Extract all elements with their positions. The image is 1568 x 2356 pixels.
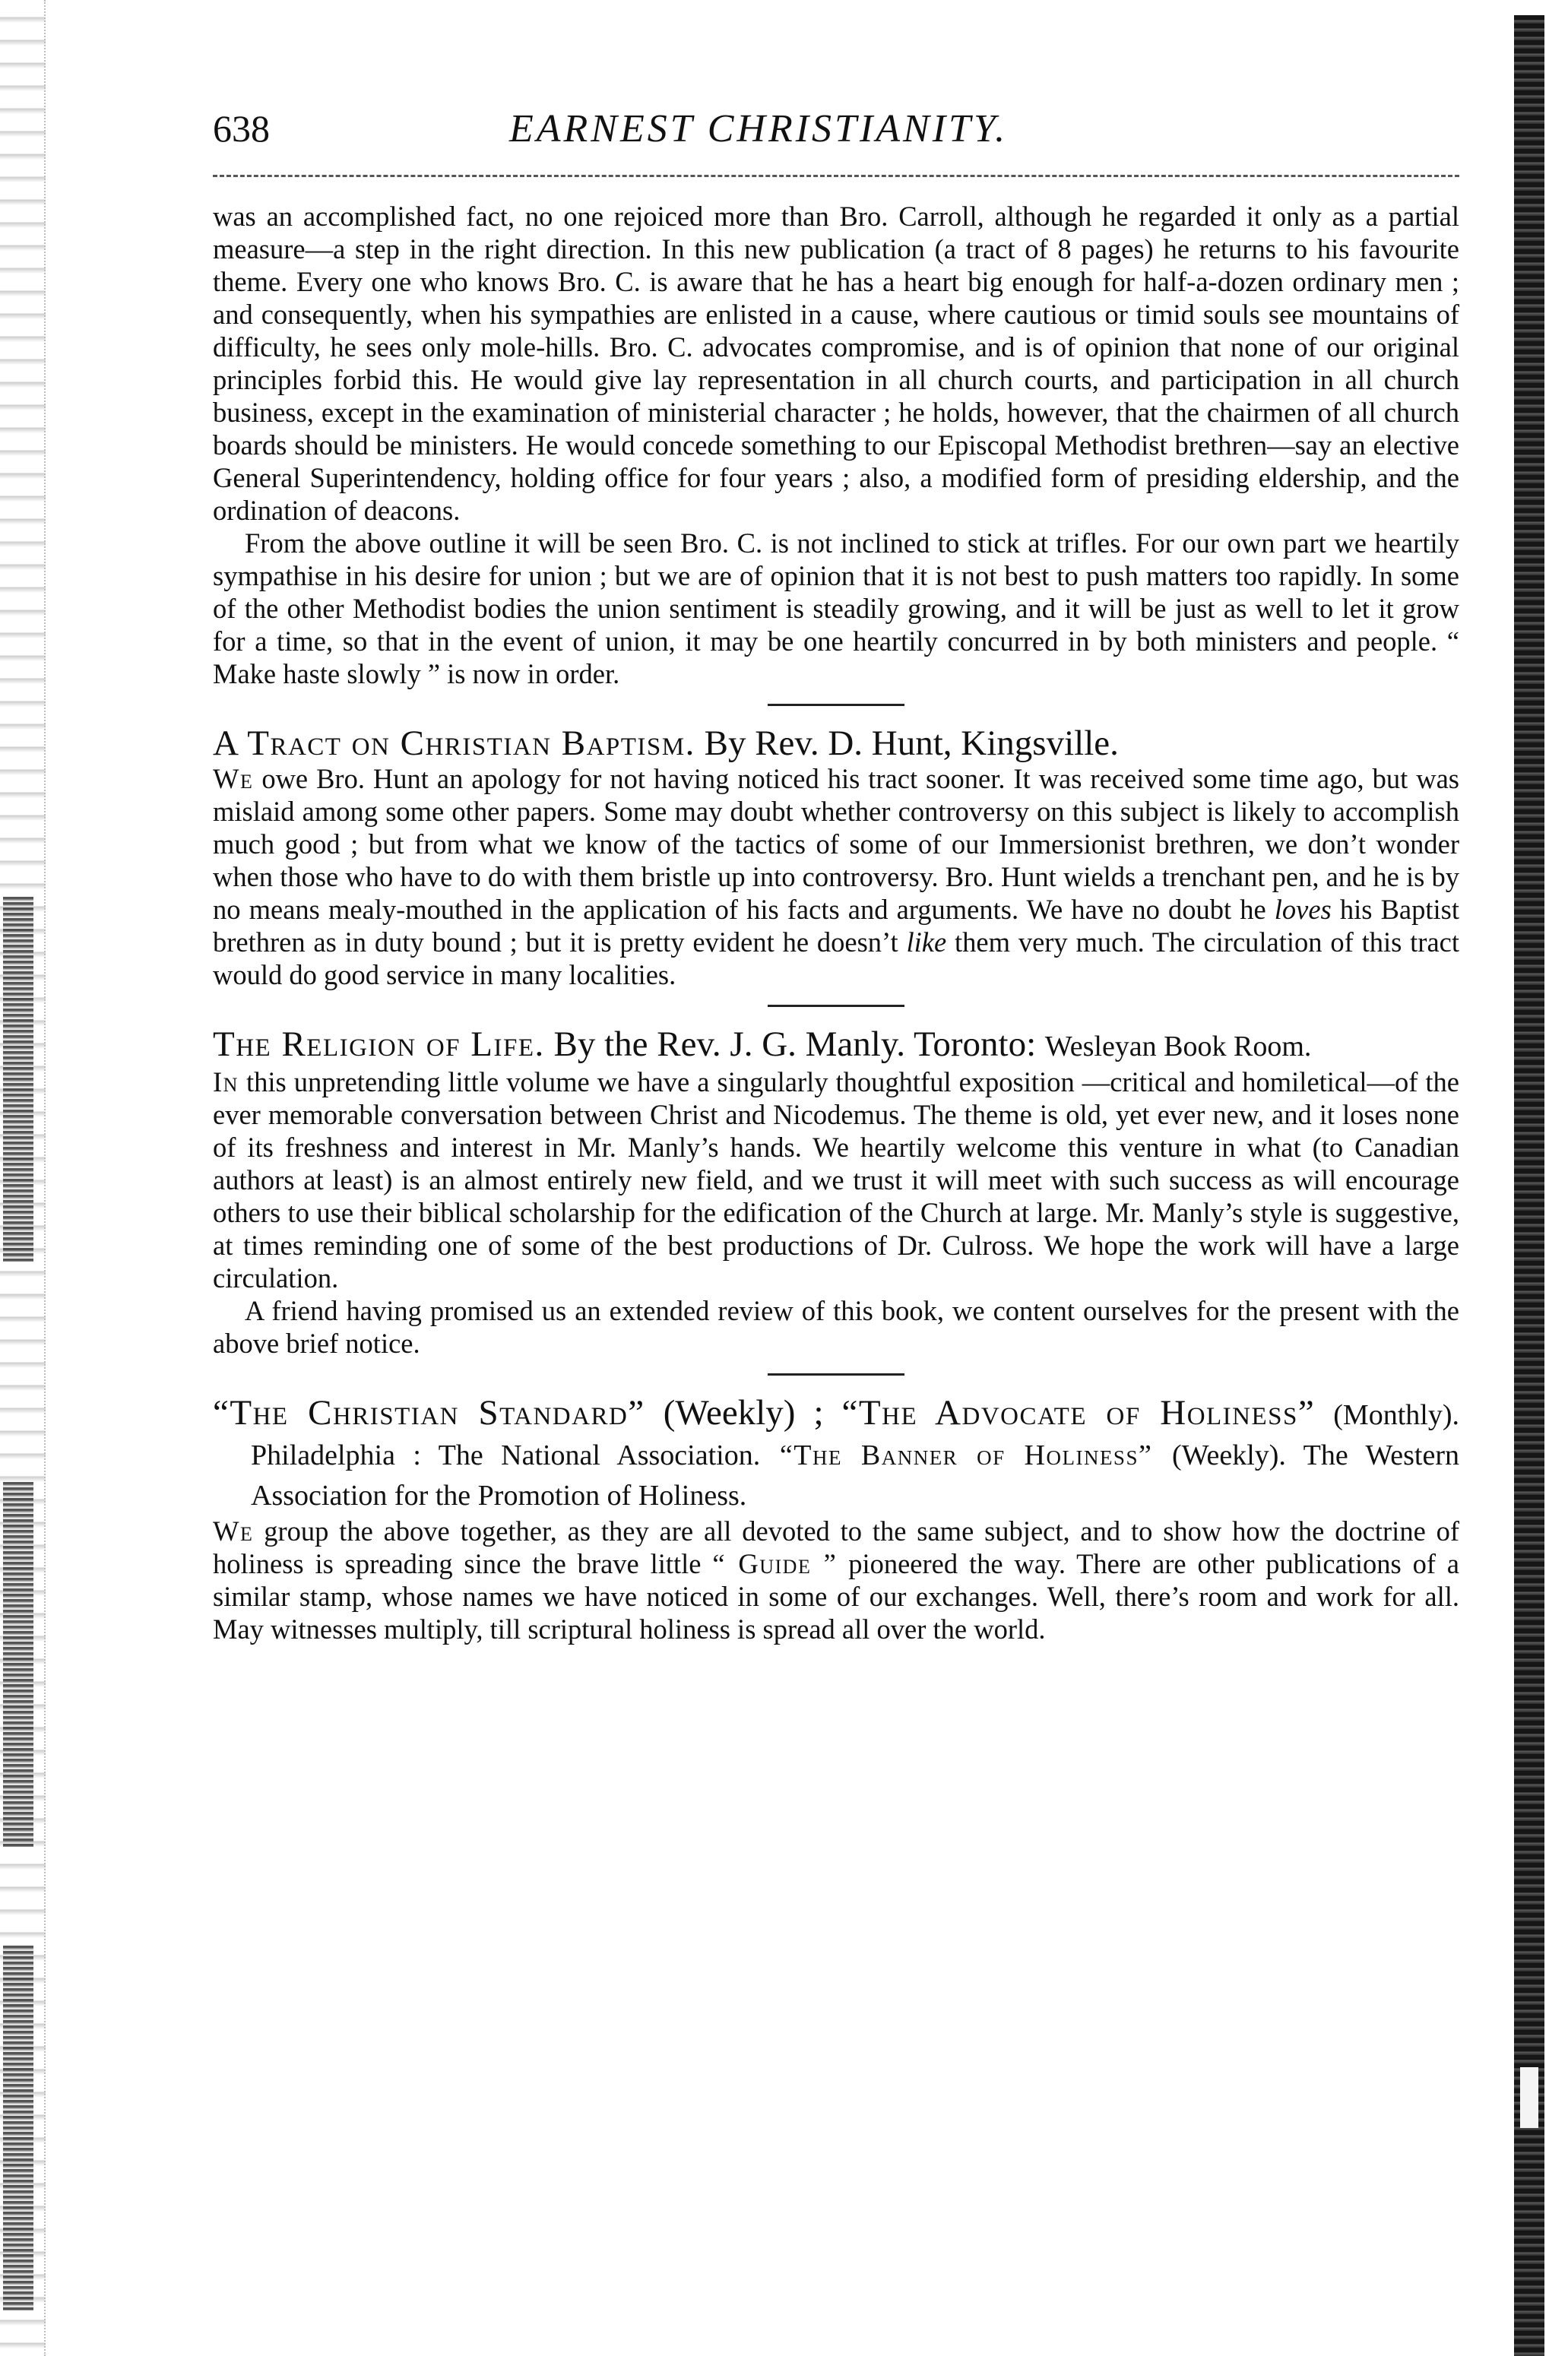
book-page bbox=[213, 106, 1459, 1645]
running-header bbox=[213, 106, 1459, 177]
scan-artifact bbox=[3, 1946, 33, 2310]
section-divider bbox=[768, 704, 904, 706]
review-title: The Religion of Life. bbox=[213, 1024, 545, 1064]
scanned-left-margin bbox=[0, 0, 46, 2356]
scan-artifact bbox=[1520, 2067, 1538, 2128]
periodical-title: “The Christian Standard” bbox=[213, 1393, 645, 1433]
section-divider bbox=[768, 1373, 904, 1376]
review-text-part: his Baptist brethren as in duty bound ; but it is pretty evident he doesn’t bbox=[213, 894, 1459, 958]
review-heading bbox=[213, 1394, 1459, 1515]
scan-artifact bbox=[3, 1482, 33, 1847]
review-text-part: owe Bro. Hunt an apology for not having noticed his tract sooner. It was received some time ago, but was mislaid among some other papers. Some may doubt whether controversy on this subject is likely to accomplish much good ; but from what we know of the tactics of some of our Immersionist brethren, we don’t wonder when those who have to do with them bristle up into controversy. Bro. Hunt wields a trenchant pen, and he is by no means mealy-mouthed in the application of his facts and arguments. We have no doubt he bbox=[213, 763, 1459, 925]
review-text-part: them very much. The circulation of this tract would do good service in many localities. bbox=[213, 926, 1459, 990]
review-heading bbox=[213, 1025, 1459, 1066]
lead-word: We bbox=[213, 1515, 254, 1547]
periodical-publisher: (Weekly). The Western Association for the Promotion of Holiness. bbox=[251, 1439, 1459, 1512]
lead-word: We bbox=[213, 763, 254, 794]
emphasis: loves bbox=[1274, 894, 1332, 925]
paragraph: From the above outline it will be seen Bro. C. is not inclined to stick at trifles. For our own part we heartily sympathise in his desire for union ; but we are of opinion that it is not best to push matters too rapidly. In some of the other Methodist bodies the union sentiment is steadily growing, and it will be just as well to let it grow for a time, so that in the event of union, it may be one heartily concurred in by both ministers and people. “ Make haste slowly ” is now in order. bbox=[213, 527, 1459, 689]
review-text-part: this unpretending little volume we have a singularly thoughtful exposition —critical and homiletical—of the ever memorable conversation between Christ and Nicodemus. The theme is old, yet ever new, and it loses none of its freshness and interest in Mr. Manly’s hands. We heartily welcome this venture in what (to Canadian authors at least) is an almost entirely new field, and we trust it will meet with such success as will encourage others to use their biblical scholarship for the edification of the Church at large. Mr. Manly’s style is suggestive, at times reminding one of some of the best productions of Dr. Culross. We hope the work will have a large circulation. bbox=[213, 1066, 1459, 1294]
review-text bbox=[213, 1066, 1459, 1294]
review-text: A friend having promised us an extended review of this book, we content ourselves for the present with the above brief notice. bbox=[213, 1295, 1459, 1359]
periodical-publisher: (Monthly). Philadelphia : The National Association. bbox=[251, 1399, 1459, 1471]
review-text-part: pioneered the way. There are other publications of a similar stamp, whose names we have noticed in some of our exchanges. Well, there’s room and work for all. May witnesses multiply, till scriptural holiness is spread all over the world. bbox=[213, 1548, 1460, 1645]
emphasis: like bbox=[906, 926, 947, 958]
running-title: EARNEST CHRISTIANITY. bbox=[509, 107, 1009, 150]
review-heading bbox=[213, 724, 1459, 762]
scanned-right-edge bbox=[1514, 15, 1544, 2356]
review-byline: By Rev. D. Hunt, Kingsville. bbox=[704, 724, 1119, 763]
section-divider bbox=[768, 1005, 904, 1007]
page-body bbox=[213, 200, 1459, 1645]
page-number: 638 bbox=[213, 107, 270, 150]
scan-artifact bbox=[3, 897, 33, 1262]
review-title: A Tract on Christian Baptism. bbox=[213, 724, 695, 763]
paragraph: was an accomplished fact, no one rejoiced more than Bro. Carroll, although he regarded it only as a partial measure—a step in the right direction. In this new publication (a tract of 8 pages) he returns to his favourite theme. Every one who knows Bro. C. is aware that he has a heart big enough for half-a-dozen ordinary men ; and consequently, when his sympathies are enlisted in a cause, where cautious or timid souls see mountains of difficulty, he sees only mole-hills. Bro. C. advocates compromise, and is of opinion that none of our original principles forbid this. He would give lay representation in all church courts, and participation in all church business, except in the examination of ministerial character ; he holds, however, that the chairmen of all church boards should be ministers. He would concede something to our Episcopal Methodist brethren—say an elective General Superintendency, holding office for four years ; also, a modified form of presiding eldership, and the ordination of deacons. bbox=[213, 201, 1459, 526]
review-publisher: Wesleyan Book Room. bbox=[1044, 1031, 1312, 1062]
review-byline: By the Rev. J. G. Manly. Toronto: bbox=[553, 1024, 1037, 1064]
periodical-title: “The Banner of Holiness” bbox=[779, 1439, 1153, 1471]
periodical-frequency: (Weekly) ; bbox=[663, 1393, 824, 1433]
review-text bbox=[213, 1515, 1459, 1645]
lead-word: In bbox=[213, 1066, 239, 1097]
review-text bbox=[213, 762, 1459, 991]
periodical-title: “The Advocate of Holiness” bbox=[841, 1393, 1316, 1433]
review-text-part: group the above together, as they are all devoted to the same subject, and to show how the doctrine of holiness is spreading since the brave little bbox=[213, 1515, 1460, 1579]
periodical-name: “ Guide ” bbox=[712, 1548, 838, 1579]
